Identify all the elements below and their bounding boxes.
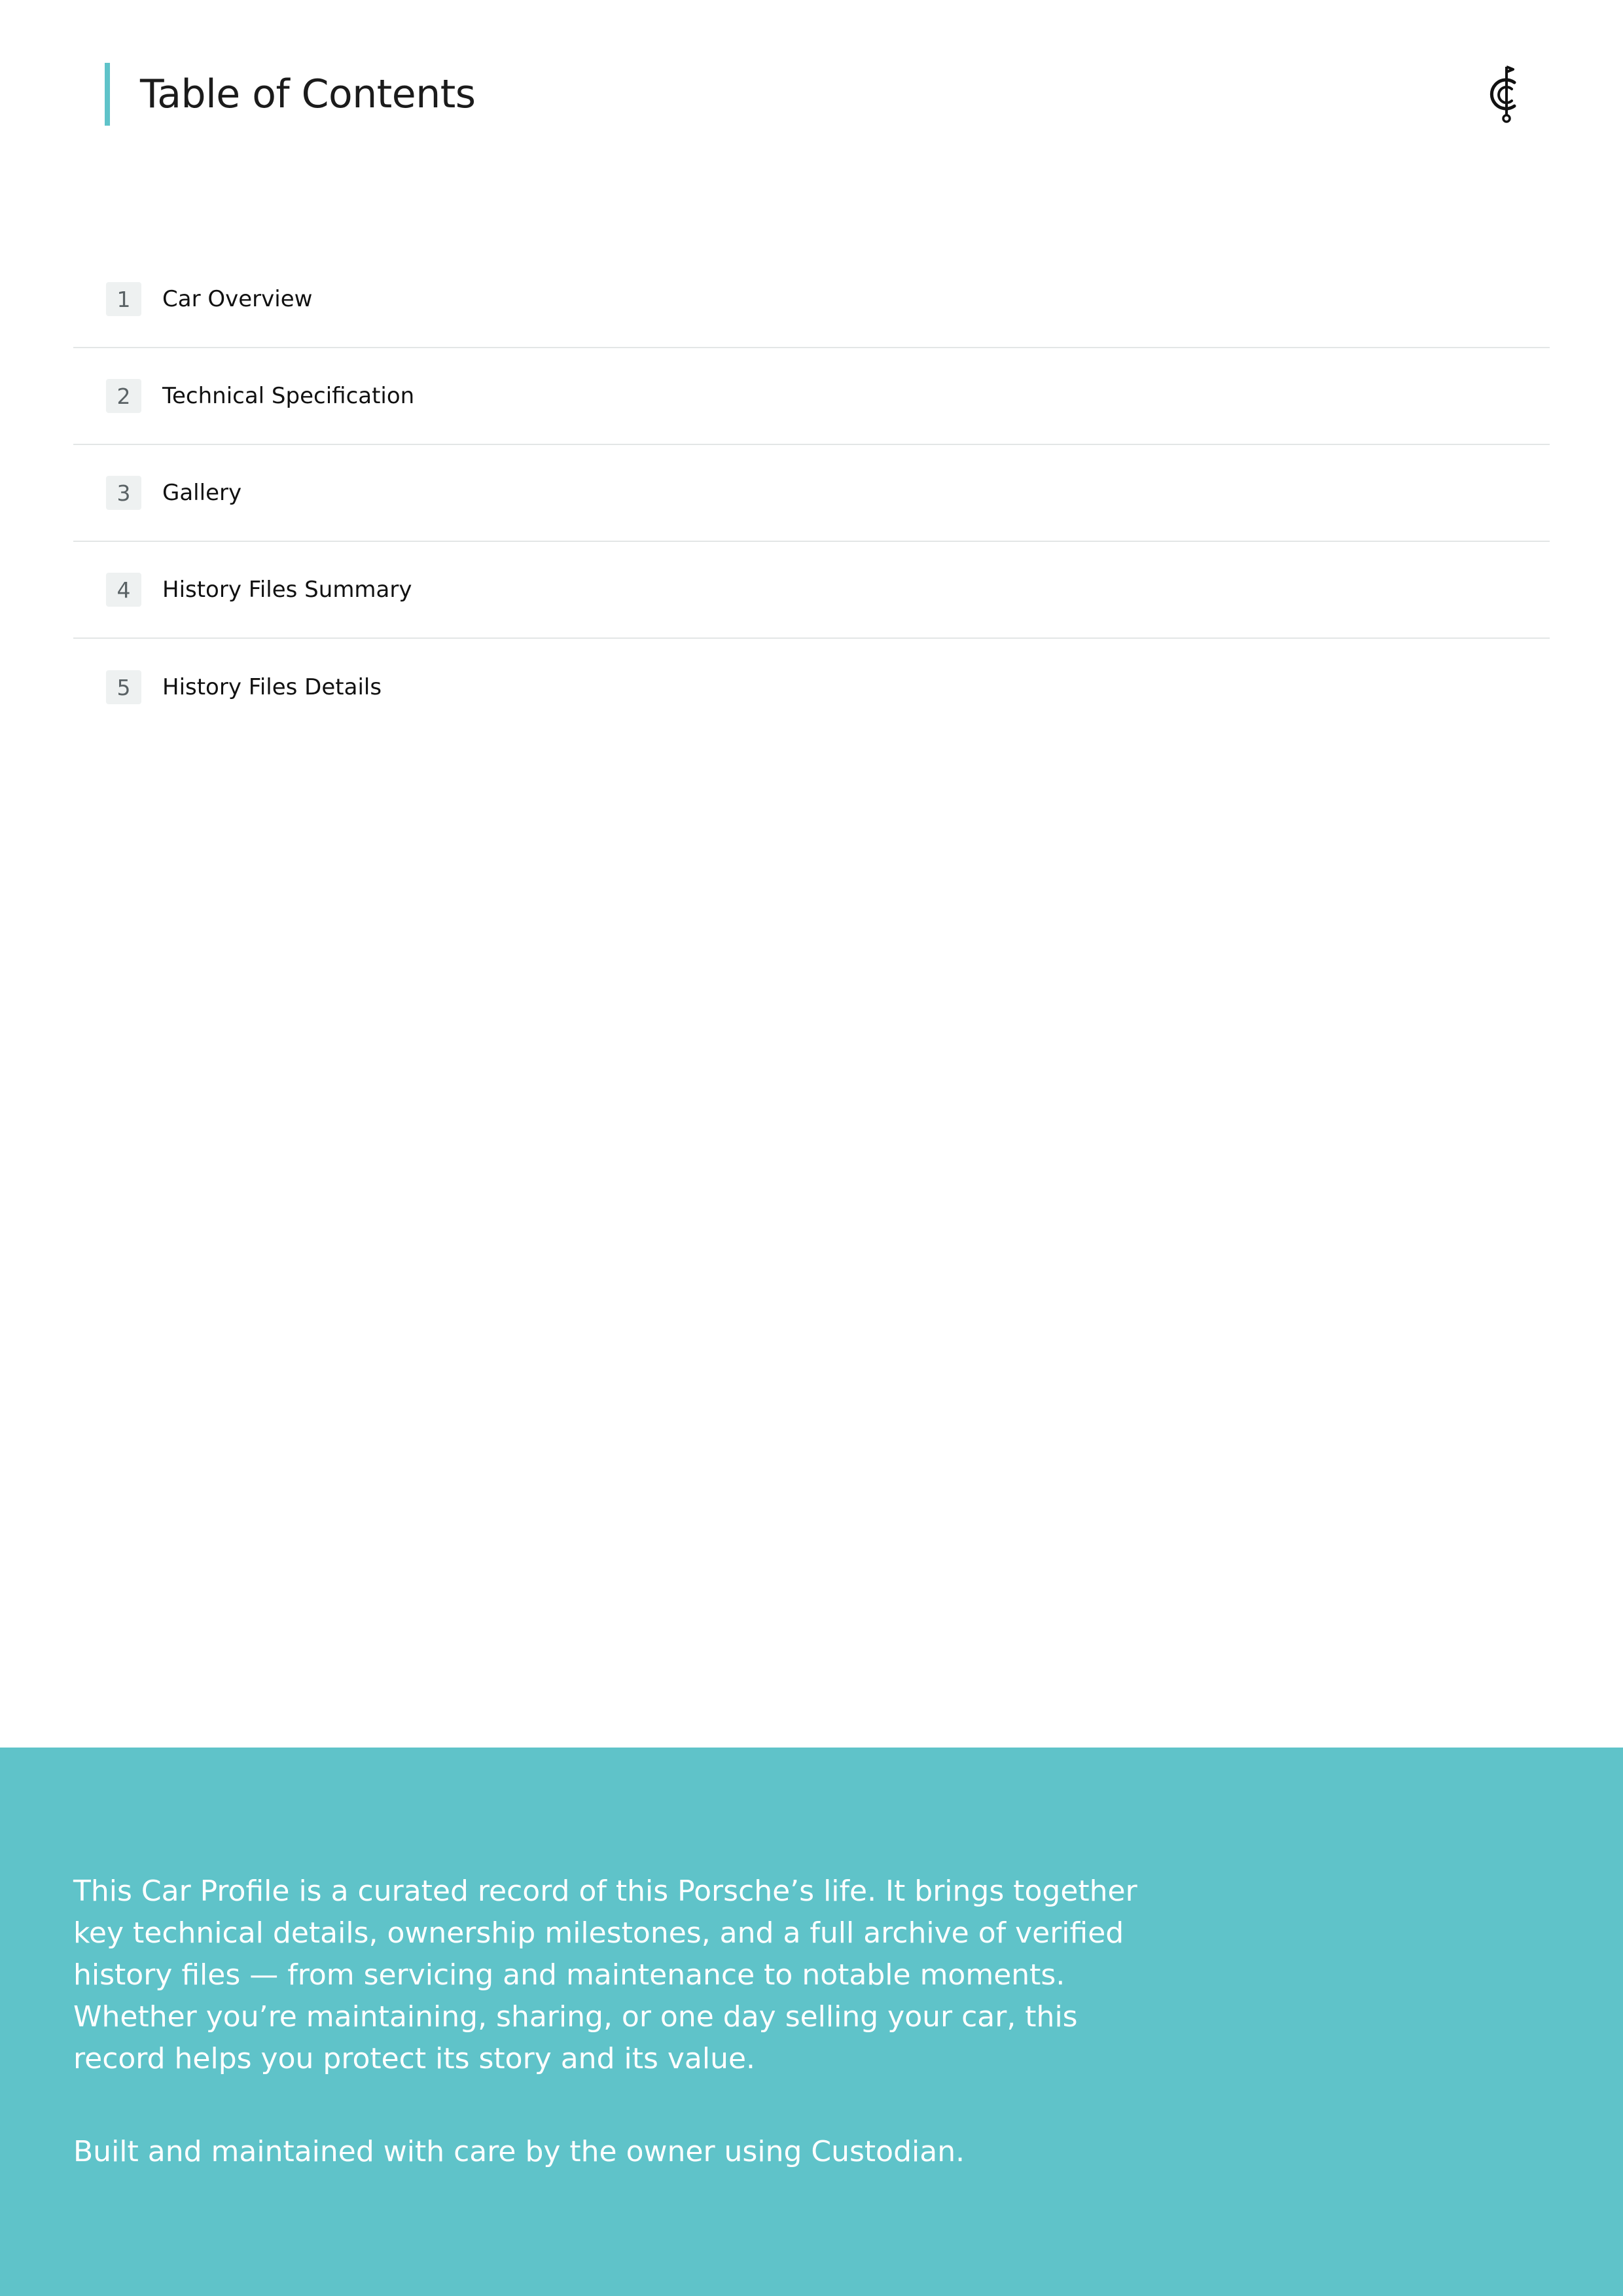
footer-description: This Car Profile is a curated record of this Porsche’s life. It brings together key technical details, ownership milestones, and a full archive of verified history files — from servicing and maintenance to notable moments. Whether you’re maintaining, sharing, or one day selling your car, this record helps you protect its story and its value. (73, 1874, 1137, 2075)
footer-banner (0, 1748, 1623, 2296)
toc-item-label: Car Overview (162, 286, 313, 312)
toc-item-number: 1 (106, 282, 141, 316)
toc-item-gallery[interactable] (73, 445, 1550, 542)
toc-item-technical-specification[interactable] (73, 348, 1550, 445)
page-title: Table of Contents (140, 71, 476, 117)
page-header (105, 63, 476, 126)
toc-item-label: History Files Details (162, 674, 382, 700)
toc-item-history-files-details[interactable] (73, 639, 1550, 736)
toc-item-number: 5 (106, 670, 141, 704)
footer-tagline: Built and maintained with care by the owner using Custodian. (73, 2135, 965, 2168)
toc-item-number: 4 (106, 573, 141, 607)
toc-item-label: Technical Specification (162, 383, 415, 409)
toc-item-number: 3 (106, 476, 141, 510)
toc-item-label: Gallery (162, 480, 242, 506)
toc-item-car-overview[interactable] (73, 251, 1550, 348)
table-of-contents (73, 251, 1550, 736)
toc-item-history-files-summary[interactable] (73, 542, 1550, 639)
toc-item-number: 2 (106, 379, 141, 413)
toc-item-label: History Files Summary (162, 577, 412, 603)
custodian-logo-icon (1486, 63, 1525, 126)
